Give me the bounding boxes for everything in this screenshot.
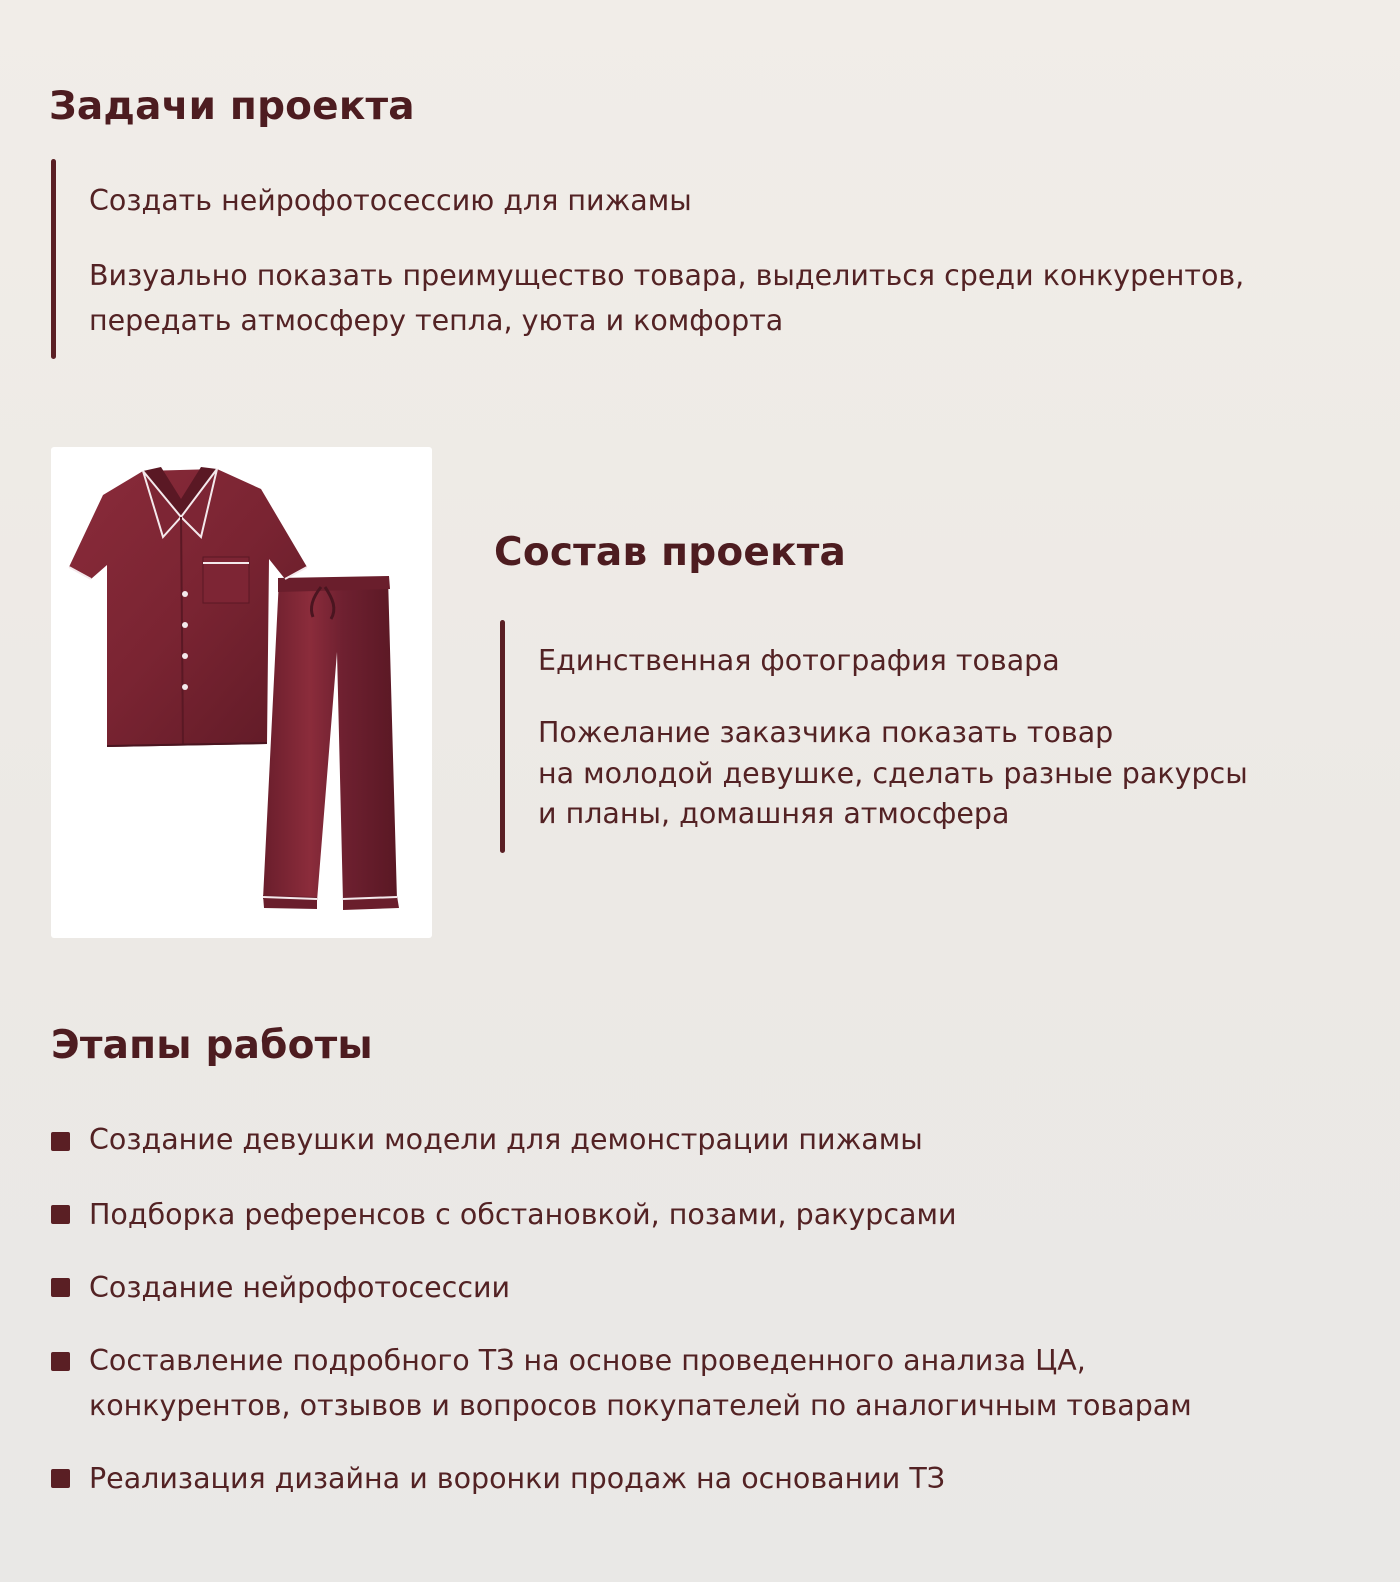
stage-item-5: Реализация дизайна и воронки продаж на основании ТЗ — [89, 1462, 946, 1495]
composition-item-1: Единственная фотография товара — [538, 644, 1060, 677]
stage-item-2: Подборка референсов с обстановкой, позами, ракурсами — [89, 1198, 957, 1231]
tasks-item-2-line-1: Визуально показать преимущество товара, выделиться среди конкурентов, — [89, 259, 1245, 292]
composition-item-2-line-1: Пожелание заказчика показать товар — [538, 716, 1114, 749]
stage-item-4-line-1: Составление подробного ТЗ на основе проведенного анализа ЦА, — [89, 1344, 1086, 1377]
tasks-title: Задачи проекта — [49, 84, 415, 129]
stage-bullet-5 — [51, 1469, 70, 1488]
pajama-set-icon — [51, 447, 432, 938]
stage-bullet-3 — [51, 1278, 70, 1297]
stage-item-3: Создание нейрофотосессии — [89, 1271, 511, 1304]
composition-item-2-line-2: на молодой девушке, сделать разные ракурсы — [538, 757, 1248, 790]
stage-item-1: Создание девушки модели для демонстрации пижамы — [89, 1123, 923, 1156]
pajama-pants — [263, 576, 399, 910]
composition-accent-bar — [500, 620, 505, 853]
stage-item-4-line-2: конкурентов, отзывов и вопросов покупателей по аналогичным товарам — [89, 1389, 1192, 1422]
composition-item-2-line-3: и планы, домашняя атмосфера — [538, 797, 1010, 830]
stage-bullet-2 — [51, 1205, 70, 1224]
stage-bullet-4 — [51, 1352, 70, 1371]
stages-title: Этапы работы — [51, 1023, 373, 1068]
composition-title: Состав проекта — [494, 530, 847, 575]
tasks-item-2-line-2: передать атмосферу тепла, уюта и комфорта — [89, 304, 784, 337]
tasks-accent-bar — [51, 159, 56, 359]
pajama-shirt — [69, 467, 307, 747]
tasks-item-1: Создать нейрофотосессию для пижамы — [89, 184, 692, 217]
product-image-card — [51, 447, 432, 938]
stage-bullet-1 — [51, 1132, 70, 1151]
